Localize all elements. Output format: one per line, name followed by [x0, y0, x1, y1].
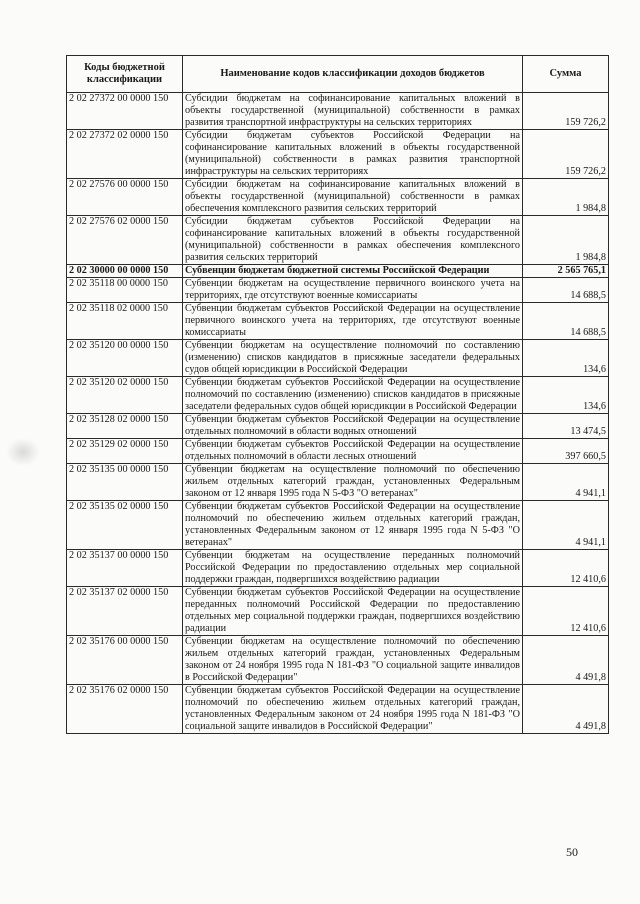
- table-row: [67, 464, 609, 501]
- row-sum: 4 941,1: [523, 464, 609, 501]
- row-name: Субвенции бюджетам субъектов Российской Федерации на осуществление полномочий по обеспечению жильем отдельных категорий граждан, установленных Федеральным законом от 12 января 1995 года N 5-ФЗ "О ветеранах": [183, 501, 523, 550]
- row-sum: 14 688,5: [523, 278, 609, 303]
- row-sum: 4 491,8: [523, 636, 609, 685]
- page-number: 50: [566, 845, 578, 859]
- row-sum: 134,6: [523, 340, 609, 377]
- row-sum: 2 565 765,1: [523, 265, 609, 278]
- table-row: [67, 130, 609, 179]
- row-code: 2 02 35118 02 0000 150: [67, 303, 183, 340]
- row-sum: 13 474,5: [523, 414, 609, 439]
- row-name: Субвенции бюджетам субъектов Российской Федерации на осуществление первичного воинского учета на территориях, где отсутствуют военные комиссариаты: [183, 303, 523, 340]
- table-row: [67, 550, 609, 587]
- row-sum: 159 726,2: [523, 93, 609, 130]
- row-sum: 1 984,8: [523, 216, 609, 265]
- row-name: Субвенции бюджетам на осуществление переданных полномочий Российской Федерации по предоставлению отдельных мер социальной поддержки граждан, подвергшихся воздействию радиации: [183, 550, 523, 587]
- row-code: 2 02 35129 02 0000 150: [67, 439, 183, 464]
- table-row: [67, 439, 609, 464]
- header-code: Коды бюджетной классификации: [67, 56, 183, 93]
- scan-smudge: [6, 438, 40, 466]
- row-name: Субвенции бюджетам бюджетной системы Российской Федерации: [183, 265, 523, 278]
- row-code: 2 02 35120 02 0000 150: [67, 377, 183, 414]
- table-row: [67, 265, 609, 278]
- row-code: 2 02 35137 02 0000 150: [67, 587, 183, 636]
- row-code: 2 02 35176 02 0000 150: [67, 685, 183, 734]
- header-sum: Сумма: [523, 56, 609, 93]
- row-name: Субвенции бюджетам субъектов Российской Федерации на осуществление отдельных полномочий в области водных отношений: [183, 414, 523, 439]
- table-row: [67, 179, 609, 216]
- row-name: Субсидии бюджетам субъектов Российской Федерации на софинансирование капитальных вложений в объекты государственной (муниципальной) собственности в рамках обеспечения комплексного развития сельских территорий: [183, 216, 523, 265]
- table-row: [67, 587, 609, 636]
- row-name: Субвенции бюджетам на осуществление полномочий по обеспечению жильем отдельных категорий граждан, установленных Федеральным законом от 12 января 1995 года N 5-ФЗ "О ветеранах": [183, 464, 523, 501]
- table-row: [67, 93, 609, 130]
- row-name: Субвенции бюджетам субъектов Российской Федерации на осуществление отдельных полномочий в области лесных отношений: [183, 439, 523, 464]
- row-code: 2 02 35137 00 0000 150: [67, 550, 183, 587]
- table-row: [67, 636, 609, 685]
- table-row: [67, 685, 609, 734]
- row-code: 2 02 27372 00 0000 150: [67, 93, 183, 130]
- row-code: 2 02 35176 00 0000 150: [67, 636, 183, 685]
- table-row: [67, 414, 609, 439]
- table-header-row: [67, 56, 609, 93]
- row-sum: 397 660,5: [523, 439, 609, 464]
- budget-revenue-table: [66, 55, 609, 734]
- row-name: Субвенции бюджетам субъектов Российской Федерации на осуществление переданных полномочий Российской Федерации по предоставлению отдельных мер социальной поддержки граждан, подвергшихся воздействию радиации: [183, 587, 523, 636]
- table-body: [67, 93, 609, 734]
- table-row: [67, 303, 609, 340]
- row-code: 2 02 35135 00 0000 150: [67, 464, 183, 501]
- row-name: Субвенции бюджетам субъектов Российской Федерации на осуществление полномочий по составлению (изменению) списков кандидатов в присяжные заседатели федеральных судов общей юрисдикции в Российской Федерации: [183, 377, 523, 414]
- row-name: Субсидии бюджетам субъектов Российской Федерации на софинансирование капитальных вложений в объекты государственной (муниципальной) собственности в рамках развития транспортной инфраструктуры на сельских территориях: [183, 130, 523, 179]
- table-row: [67, 377, 609, 414]
- row-code: 2 02 35120 00 0000 150: [67, 340, 183, 377]
- row-sum: 134,6: [523, 377, 609, 414]
- header-name: Наименование кодов классификации доходов бюджетов: [183, 56, 523, 93]
- row-sum: 4 491,8: [523, 685, 609, 734]
- row-name: Субсидии бюджетам на софинансирование капитальных вложений в объекты государственной (муниципальной) собственности в рамках обеспечения комплексного развития сельских территорий: [183, 179, 523, 216]
- row-code: 2 02 35135 02 0000 150: [67, 501, 183, 550]
- row-code: 2 02 35118 00 0000 150: [67, 278, 183, 303]
- row-sum: 14 688,5: [523, 303, 609, 340]
- row-sum: 159 726,2: [523, 130, 609, 179]
- row-code: 2 02 27576 00 0000 150: [67, 179, 183, 216]
- row-name: Субвенции бюджетам на осуществление полномочий по составлению (изменению) списков кандидатов в присяжные заседатели федеральных судов общей юрисдикции в Российской Федерации: [183, 340, 523, 377]
- row-code: 2 02 30000 00 0000 150: [67, 265, 183, 278]
- row-sum: 12 410,6: [523, 550, 609, 587]
- row-code: 2 02 27576 02 0000 150: [67, 216, 183, 265]
- table-row: [67, 278, 609, 303]
- row-code: 2 02 27372 02 0000 150: [67, 130, 183, 179]
- row-name: Субвенции бюджетам на осуществление полномочий по обеспечению жильем отдельных категорий граждан, установленных Федеральным законом от 24 ноября 1995 года N 181-ФЗ "О социальной защите инвалидов в Российской Федерации": [183, 636, 523, 685]
- row-code: 2 02 35128 02 0000 150: [67, 414, 183, 439]
- row-name: Субвенции бюджетам субъектов Российской Федерации на осуществление полномочий по обеспечению жильем отдельных категорий граждан, установленных Федеральным законом от 24 ноября 1995 года N 181-ФЗ "О социальной защите инвалидов в Российской Федерации": [183, 685, 523, 734]
- row-sum: 1 984,8: [523, 179, 609, 216]
- row-name: Субвенции бюджетам на осуществление первичного воинского учета на территориях, где отсутствуют военные комиссариаты: [183, 278, 523, 303]
- row-sum: 12 410,6: [523, 587, 609, 636]
- row-name: Субсидии бюджетам на софинансирование капитальных вложений в объекты государственной (муниципальной) собственности в рамках развития транспортной инфраструктуры на сельских территориях: [183, 93, 523, 130]
- table-row: [67, 340, 609, 377]
- table-row: [67, 216, 609, 265]
- row-sum: 4 941,1: [523, 501, 609, 550]
- table-row: [67, 501, 609, 550]
